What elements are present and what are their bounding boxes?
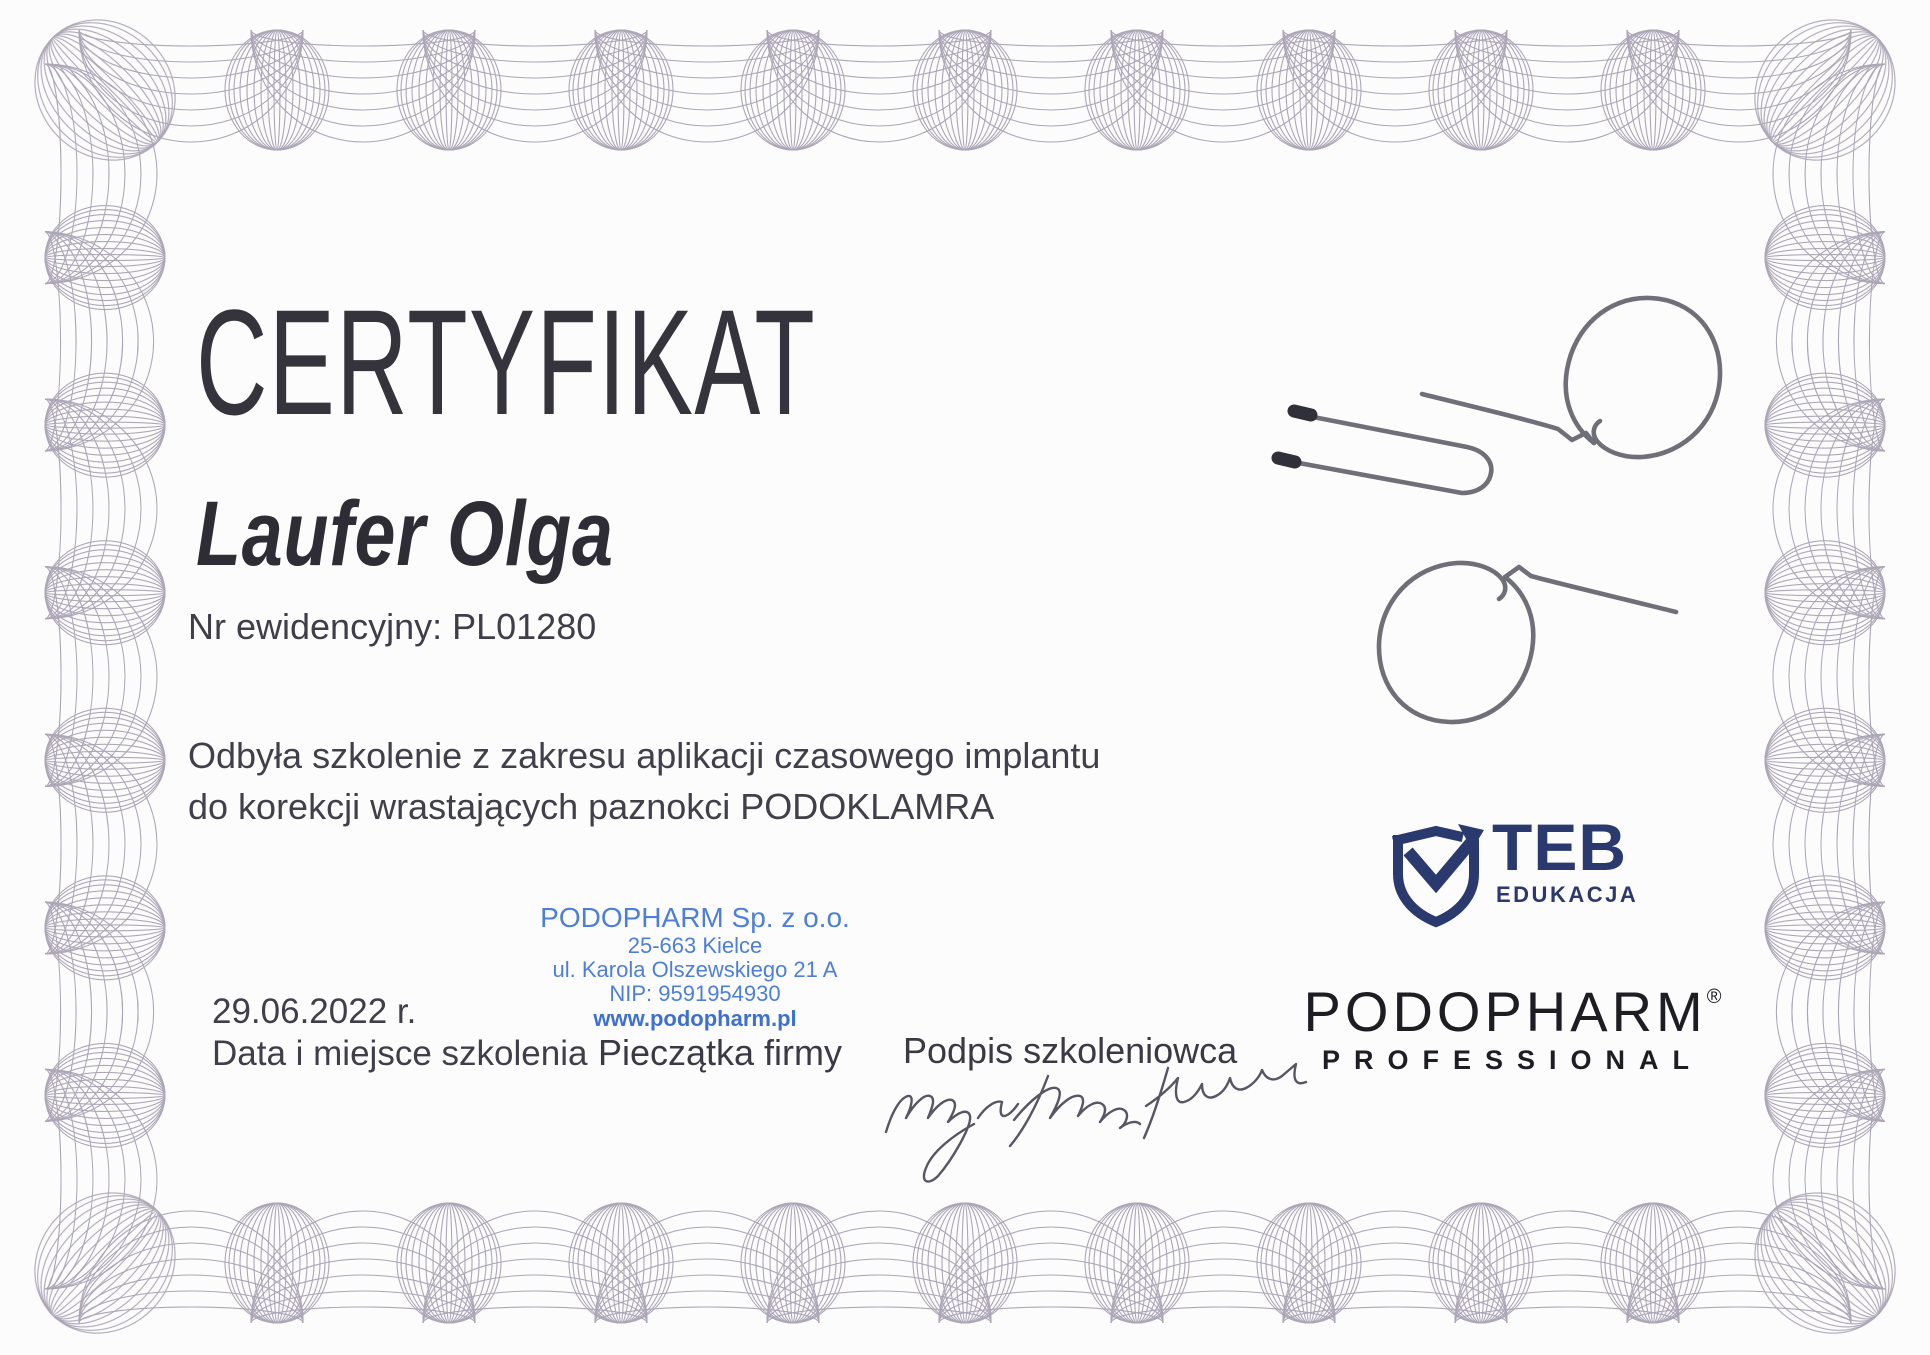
stamp-website: www.podopharm.pl bbox=[593, 1006, 797, 1031]
stamp-nip: NIP: 9591954930 bbox=[609, 981, 781, 1006]
implant-hook-lower-loop bbox=[1379, 563, 1533, 722]
podopharm-logo-subtitle: PROFESSIONAL bbox=[1321, 1045, 1704, 1075]
implant-hook-lower-wire bbox=[1505, 567, 1676, 612]
signature-stroke bbox=[1010, 1076, 1140, 1146]
implant-hook-upper-wire bbox=[1422, 394, 1594, 443]
signature-caption: Podpis szkoleniowca bbox=[903, 1030, 1238, 1071]
recipient-name: Laufer Olga bbox=[196, 483, 614, 585]
implant-hairpin-clamp bbox=[1288, 415, 1491, 493]
stamp-company-name: PODOPHARM Sp. z o.o. bbox=[540, 902, 850, 933]
teb-logo-title: TEB bbox=[1492, 810, 1627, 884]
training-date: 29.06.2022 r. bbox=[212, 992, 417, 1031]
implant-clamps-photo bbox=[1278, 298, 1720, 722]
certificate-title: CERTYFIKAT bbox=[196, 278, 817, 446]
date-caption: Data i miejsce szkolenia bbox=[212, 1034, 588, 1073]
certificate-body bbox=[188, 730, 1100, 832]
registry-number: Nr ewidencyjny: PL01280 bbox=[188, 606, 597, 647]
company-stamp bbox=[490, 902, 900, 1031]
stamp-postal-city: 25-663 Kielce bbox=[627, 933, 763, 958]
teb-shield-icon bbox=[1398, 831, 1474, 922]
podopharm-logo bbox=[1285, 968, 1740, 1076]
signature-handwriting bbox=[886, 1064, 1306, 1182]
podopharm-logo-title bbox=[1285, 968, 1740, 1041]
signature-stroke bbox=[886, 1096, 974, 1182]
teb-logo-subtitle: EDUKACJA bbox=[1496, 882, 1639, 907]
signature-stroke bbox=[978, 1102, 1018, 1118]
body-line: do korekcji wrastających paznokci PODOKLAMRA bbox=[188, 786, 995, 827]
stamp-street: ul. Karola Olszewskiego 21 A bbox=[552, 957, 838, 982]
registered-trademark-icon: ® bbox=[1706, 986, 1722, 1008]
implant-hook-upper-loop bbox=[1566, 298, 1720, 457]
implant-clamp-tip bbox=[1278, 458, 1295, 462]
signature-stroke bbox=[1144, 1064, 1306, 1138]
implant-clamp-tip bbox=[1294, 411, 1311, 415]
body-line: Odbyła szkolenie z zakresu aplikacji czasowego implantu bbox=[188, 735, 1101, 776]
stamp-caption: Pieczątka firmy bbox=[597, 1032, 843, 1073]
podopharm-wordmark: PODOPHARM bbox=[1303, 980, 1707, 1043]
